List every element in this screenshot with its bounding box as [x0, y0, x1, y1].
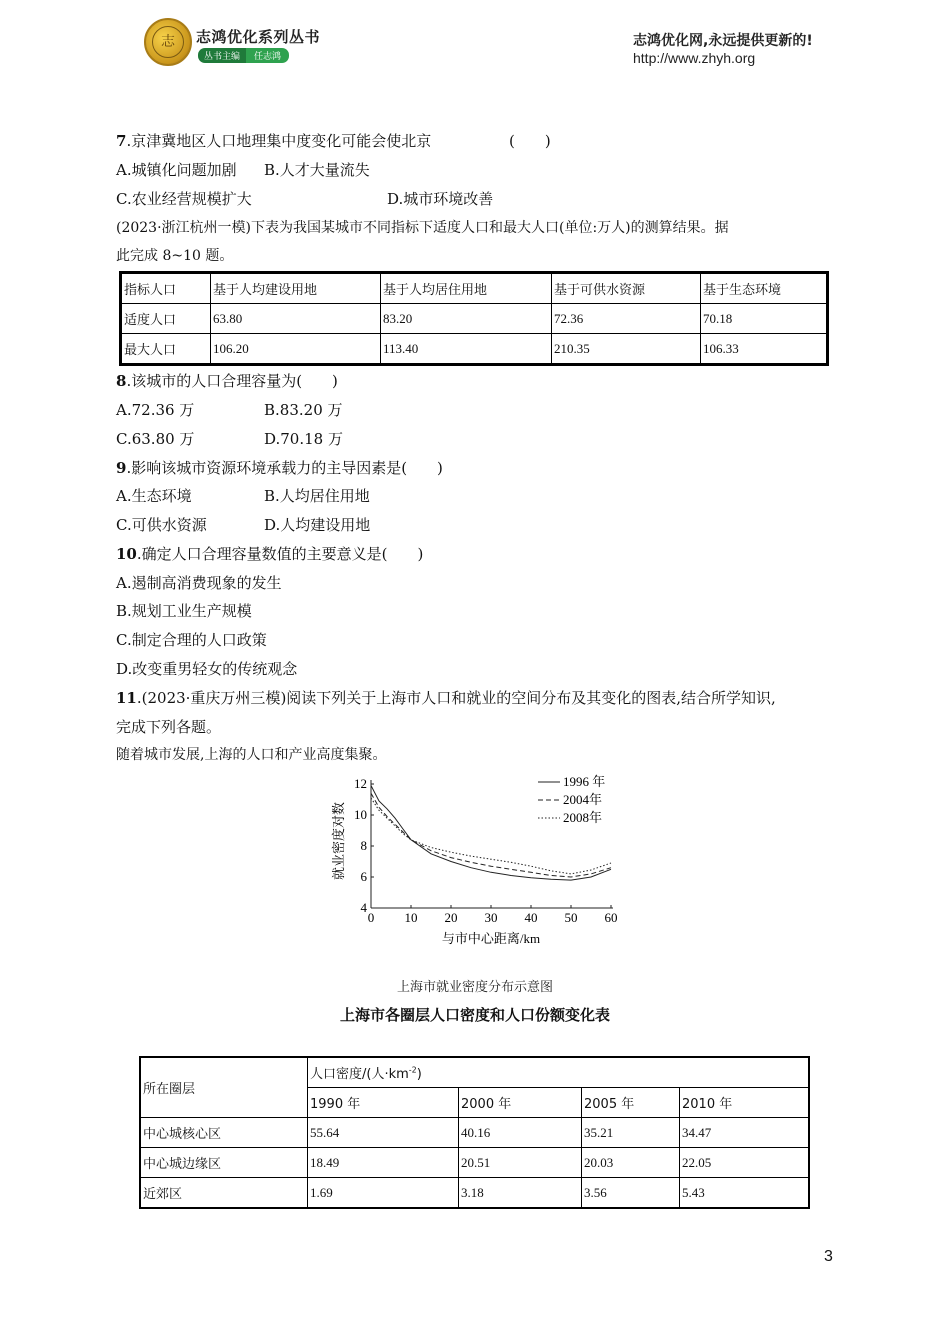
- table-cell: 5.43: [680, 1178, 810, 1209]
- table-cell: 22.05: [680, 1148, 810, 1178]
- q8-option-c: C.63.80 万: [116, 430, 195, 448]
- group-header-close: ): [416, 1067, 422, 1082]
- table-group-header: [308, 1057, 810, 1088]
- site-url[interactable]: http://www.zhyh.org: [633, 50, 756, 66]
- series-title: 志鸿优化系列丛书: [196, 28, 321, 46]
- table2-title: 上海市各圈层人口密度和人口份额变化表: [339, 1006, 610, 1024]
- q8-option-d: D.70.18 万: [264, 430, 343, 448]
- chart-x-axis-label: 与市中心距离/km: [441, 931, 541, 946]
- x-tick-label: 30: [484, 910, 498, 925]
- population-density-table: [139, 1056, 810, 1209]
- q7-option-d: D.城市环境改善: [387, 190, 494, 208]
- logo-glyph: 志: [152, 26, 184, 58]
- q10-stem: [116, 544, 423, 564]
- group-header-text: 人口密度/(人·km: [310, 1067, 409, 1082]
- q7-stem-text: .京津冀地区人口地理集中度变化可能会使北京: [126, 132, 432, 150]
- q10-stem-text: .确定人口合理容量数值的主要意义是( ): [136, 545, 424, 563]
- y-tick-label: 6: [360, 869, 367, 884]
- q10-option-a: A.遏制高消费现象的发生: [116, 574, 282, 592]
- table-cell: 3.18: [459, 1178, 582, 1209]
- employment-density-chart: [325, 768, 625, 948]
- table-header-cell: 指标人口: [121, 273, 211, 304]
- q11-line3: 随着城市发展,上海的人口和产业高度集聚。: [116, 747, 387, 763]
- row-label: 最大人口: [121, 334, 211, 365]
- intro-8-10-line1: (2023·浙江杭州一模)下表为我国某城市不同指标下适度人口和最大人口(单位:万人)的测算结果。据: [116, 220, 729, 236]
- table-cell: 72.36: [552, 304, 701, 334]
- table-cell: 106.33: [701, 334, 828, 365]
- chart-y-axis-label: 就业密度对数: [331, 801, 346, 881]
- year-header-cell: 2010 年: [680, 1088, 810, 1118]
- q8-stem-text: .该城市的人口合理容量为( ): [126, 372, 338, 390]
- q11-stem: [116, 688, 776, 708]
- q7-bracket: ( ): [509, 132, 551, 150]
- q11-line2: 完成下列各题。: [116, 718, 222, 736]
- q7-option-a: A.城镇化问题加剧: [116, 161, 237, 179]
- q9-option-b: B.人均居住用地: [264, 487, 370, 505]
- editor-name: 任志鸿: [246, 48, 289, 63]
- x-tick-label: 60: [604, 910, 618, 925]
- q10-number: 10: [116, 545, 137, 563]
- q9-stem: [116, 458, 443, 478]
- year-header-cell: 2000 年: [459, 1088, 582, 1118]
- y-tick-label: 8: [360, 838, 367, 853]
- page-number: 3: [824, 1248, 833, 1265]
- table-header-row: [140, 1057, 809, 1088]
- q9-option-c: C.可供水资源: [116, 516, 207, 534]
- legend-label: 1996 年: [563, 774, 606, 789]
- q10-option-d: D.改变重男轻女的传统观念: [116, 660, 298, 678]
- editor-label: 丛书主编: [198, 48, 246, 63]
- q9-stem-text: .影响该城市资源环境承载力的主导因素是( ): [126, 459, 443, 477]
- q11-stem-text: .(2023·重庆万州三模)阅读下列关于上海市人口和就业的空间分布及其变化的图表,结合所学知识,: [136, 689, 776, 707]
- q10-option-c: C.制定合理的人口政策: [116, 631, 267, 649]
- q8-option-a: A.72.36 万: [116, 401, 195, 419]
- q7-number: 7: [116, 132, 127, 150]
- table-cell: 210.35: [552, 334, 701, 365]
- table-cell: 20.51: [459, 1148, 582, 1178]
- table-row: [121, 334, 828, 365]
- table-header-cell: 基于可供水资源: [552, 273, 701, 304]
- table-cell: 83.20: [381, 304, 552, 334]
- table-cell: 20.03: [582, 1148, 680, 1178]
- table-row: [121, 304, 828, 334]
- population-capacity-table: [119, 271, 829, 366]
- group-header-sup: -2: [408, 1065, 417, 1075]
- table-cell: 34.47: [680, 1118, 810, 1148]
- x-tick-label: 20: [444, 910, 458, 925]
- table-header-row: [121, 273, 828, 304]
- q9-option-a: A.生态环境: [116, 487, 192, 505]
- q8-option-b: B.83.20 万: [264, 401, 343, 419]
- year-header-cell: 1990 年: [308, 1088, 459, 1118]
- q8-number: 8: [116, 372, 127, 390]
- x-tick-label: 50: [564, 910, 578, 925]
- table-cell: 55.64: [308, 1118, 459, 1148]
- y-tick-label: 10: [354, 807, 367, 822]
- row-label: 中心城核心区: [140, 1118, 308, 1148]
- q7-option-b: B.人才大量流失: [264, 161, 370, 179]
- year-header-cell: 2005 年: [582, 1088, 680, 1118]
- table-row: [140, 1148, 809, 1178]
- table-cell: 35.21: [582, 1118, 680, 1148]
- x-tick-label: 40: [524, 910, 538, 925]
- q7-option-c: C.农业经营规模扩大: [116, 190, 252, 208]
- table-header-cell: 基于人均建设用地: [211, 273, 381, 304]
- y-tick-label: 4: [360, 900, 367, 915]
- q10-option-b: B.规划工业生产规模: [116, 602, 252, 620]
- q9-number: 9: [116, 459, 127, 477]
- table-header-cell: 基于生态环境: [701, 273, 828, 304]
- table-row: [140, 1178, 809, 1209]
- table-cell: 3.56: [582, 1178, 680, 1209]
- table-cell: 113.40: [381, 334, 552, 365]
- table-cell: 106.20: [211, 334, 381, 365]
- q8-stem: [116, 371, 338, 391]
- legend-label: 2008年: [563, 810, 603, 825]
- x-tick-label: 0: [367, 910, 375, 925]
- table-header-cell: 基于人均居住用地: [381, 273, 552, 304]
- row-label: 适度人口: [121, 304, 211, 334]
- table-cell: 40.16: [459, 1118, 582, 1148]
- table-cell: 70.18: [701, 304, 828, 334]
- y-tick-label: 12: [354, 776, 367, 791]
- table-cell: 63.80: [211, 304, 381, 334]
- x-tick-label: 10: [404, 910, 418, 925]
- table-corner-cell: 所在圈层: [140, 1057, 308, 1118]
- table-row: [140, 1118, 809, 1148]
- row-label: 近郊区: [140, 1178, 308, 1209]
- site-slogan: 志鸿优化网,永远提供更新的!: [633, 33, 813, 49]
- table-cell: 1.69: [308, 1178, 459, 1209]
- chart-caption: 上海市就业密度分布示意图: [396, 980, 553, 995]
- row-label: 中心城边缘区: [140, 1148, 308, 1178]
- table-cell: 18.49: [308, 1148, 459, 1178]
- legend-label: 2004年: [563, 792, 603, 807]
- q9-option-d: D.人均建设用地: [264, 516, 371, 534]
- intro-8-10-line2: 此完成 8~10 题。: [116, 248, 234, 264]
- q11-number: 11: [116, 689, 137, 707]
- q7-stem: [116, 131, 431, 151]
